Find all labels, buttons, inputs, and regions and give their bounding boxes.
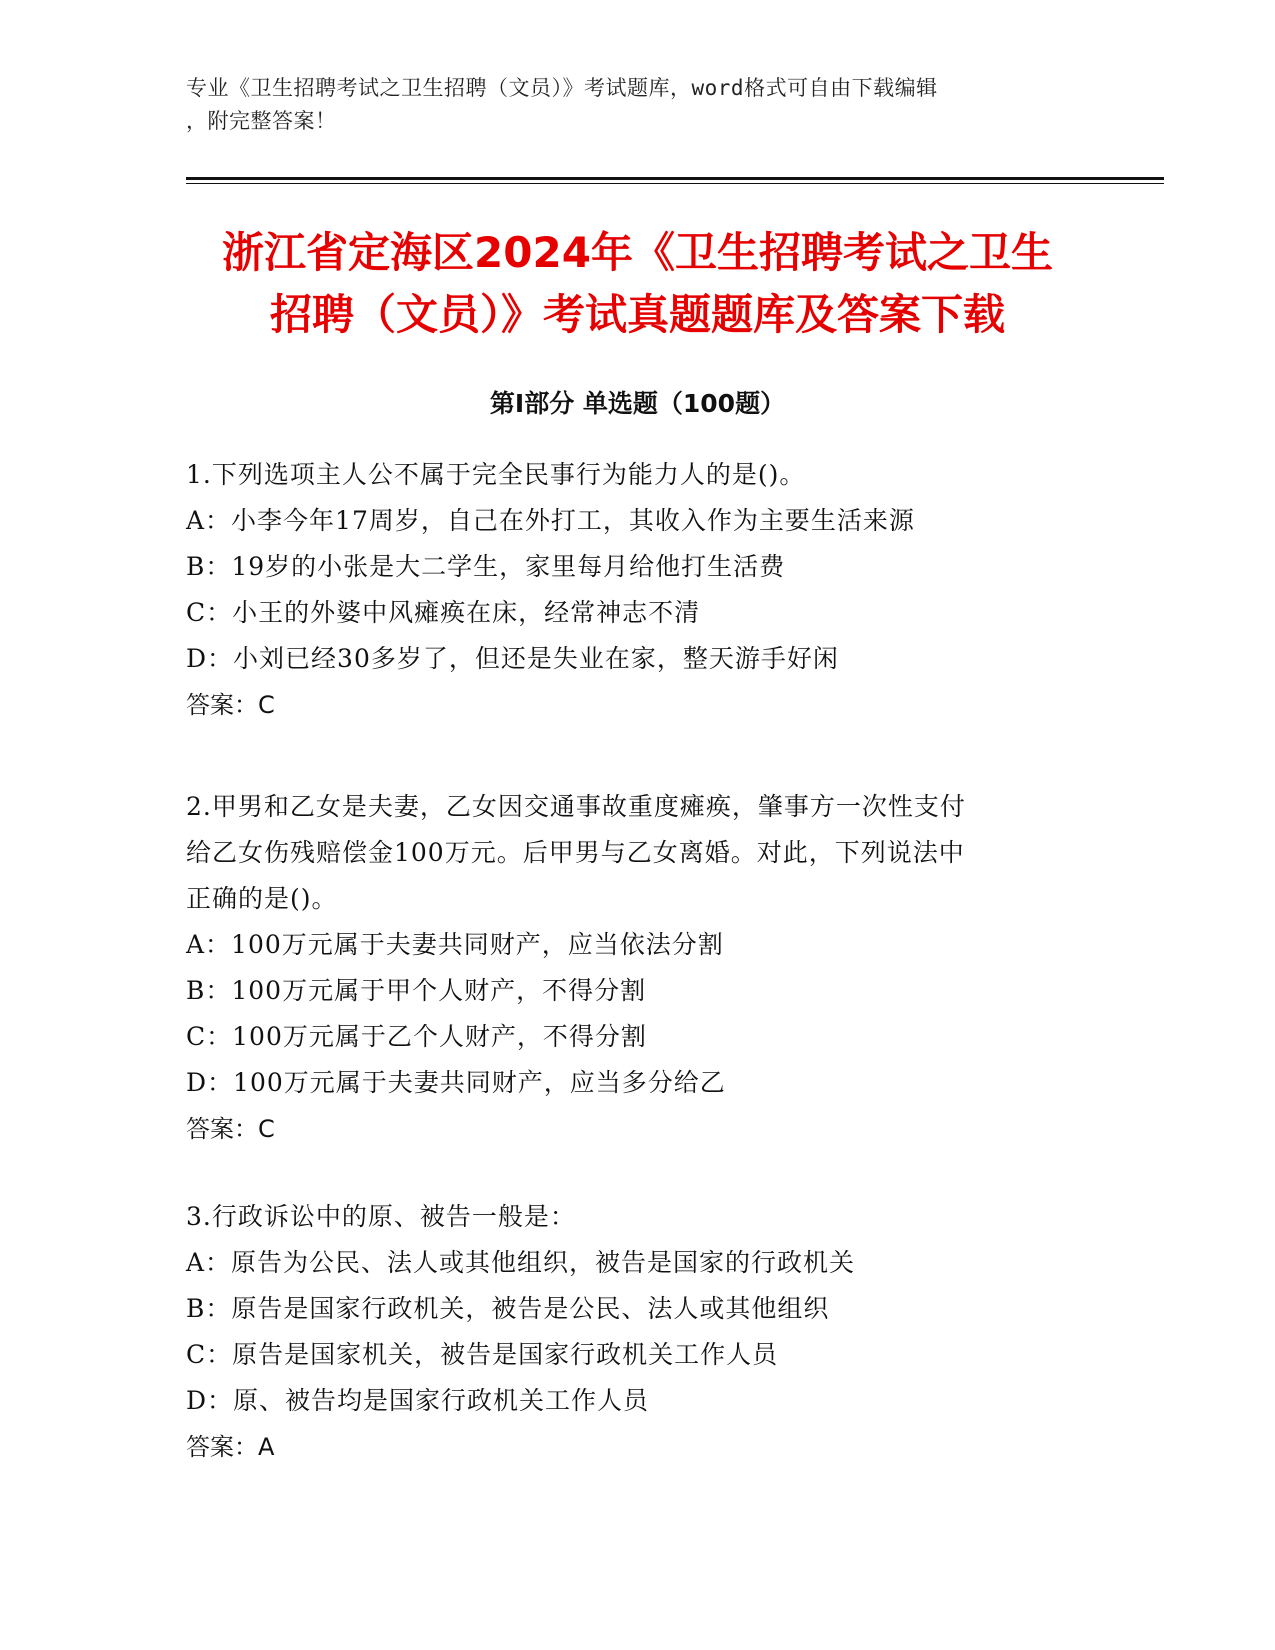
answer: 答案：A <box>186 1433 275 1461</box>
header-note-line-1: 专业《卫生招聘考试之卫生招聘（文员）》考试题库，word格式可自由下载编辑 <box>186 76 938 100</box>
option-d: D：100万元属于夫妻共同财产，应当多分给乙 <box>186 1068 726 1097</box>
option-a: A：小李今年17周岁，自己在外打工，其收入作为主要生活来源 <box>186 506 915 535</box>
question-stem-line-3: 正确的是()。 <box>186 884 338 913</box>
header-note <box>186 72 1066 138</box>
question-1 <box>186 452 1066 728</box>
option-c: C：小王的外婆中风瘫痪在床，经常神志不清 <box>186 598 701 627</box>
document-title <box>150 222 1125 346</box>
answer: 答案：C <box>186 1115 275 1143</box>
option-a: A：100万元属于夫妻共同财产，应当依法分割 <box>186 930 724 959</box>
option-c: C：100万元属于乙个人财产，不得分割 <box>186 1022 647 1051</box>
question-2 <box>186 784 1066 1152</box>
header-divider-thin <box>186 183 1164 184</box>
document-title-line-2: 招聘（文员）》考试真题题库及答案下载 <box>269 290 1005 339</box>
answer: 答案：C <box>186 691 275 719</box>
option-a: A：原告为公民、法人或其他组织，被告是国家的行政机关 <box>186 1248 856 1277</box>
option-b: B：原告是国家行政机关，被告是公民、法人或其他组织 <box>186 1294 830 1323</box>
question-stem: 3.行政诉讼中的原、被告一般是： <box>186 1202 576 1231</box>
question-stem-line-1: 2.甲男和乙女是夫妻，乙女因交通事故重度瘫痪，肇事方一次性支付 <box>186 792 966 821</box>
option-b: B：19岁的小张是大二学生，家里每月给他打生活费 <box>186 552 786 581</box>
question-3 <box>186 1194 1066 1470</box>
header-note-line-2: ，附完整答案！ <box>186 109 337 133</box>
question-stem-line-2: 给乙女伤残赔偿金100万元。后甲男与乙女离婚。对此，下列说法中 <box>186 838 965 867</box>
section-title: 第Ⅰ部分 单选题（100题） <box>489 389 786 418</box>
header-divider-thick <box>186 177 1164 180</box>
document-title-line-1: 浙江省定海区2024年《卫生招聘考试之卫生 <box>222 228 1053 277</box>
option-c: C：原告是国家机关，被告是国家行政机关工作人员 <box>186 1340 779 1369</box>
option-d: D：原、被告均是国家行政机关工作人员 <box>186 1386 650 1415</box>
option-b: B：100万元属于甲个人财产，不得分割 <box>186 976 647 1005</box>
option-d: D：小刘已经30多岁了，但还是失业在家，整天游手好闲 <box>186 644 839 673</box>
question-stem: 1.下列选项主人公不属于完全民事行为能力人的是()。 <box>186 460 806 489</box>
